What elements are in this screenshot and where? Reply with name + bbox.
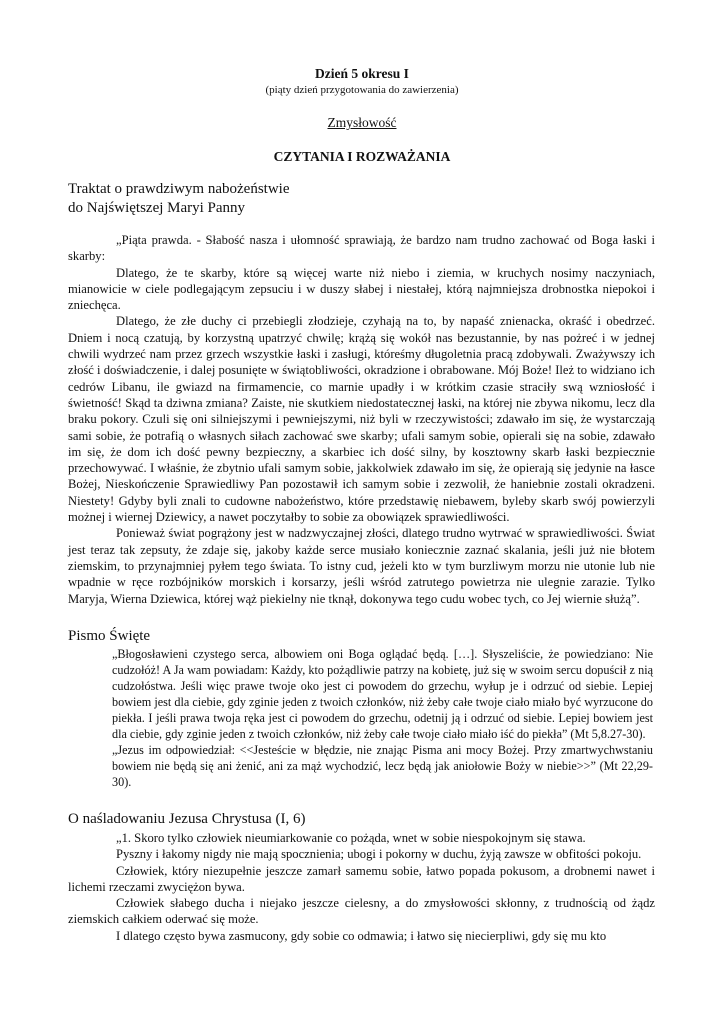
traktat-text — [68, 232, 655, 607]
nasladowanie-paragraph: Człowiek słabego ducha i niejako jeszcze cielesny, a do zmysłowości skłonny, z trudnością od żądz ziemskich całkiem oderwać się może. — [68, 896, 655, 927]
traktat-paragraph: „Piąta prawda. - Słabość nasza i ułomność sprawiają, że bardzo nam trudno zachować od Boga łaski i skarby: — [68, 233, 655, 264]
nasladowanie-text — [68, 830, 655, 944]
traktat-paragraph: Dlatego, że złe duchy ci przebiegli złodzieje, czyhają na to, by napaść znienacka, okraść i obedrzeć. Dniem i nocą czatują, by korzystną upatrzyć chwilę; krążą się wokół nas bezustannie, by nas pożreć i w jednej chwili wydrzeć nam przez grzech wszystkie łaski i zasługi, któreśmy długoletnia pracą zdobywali. Zważywszy ich złość i doświadczenie, i dalej posunięte w świątobliwości, okradzione i obrabowane. Mój Boże! Ileż to widziano ich cedrów Libanu, ile gwiazd na firmamencie, co marnie upadły i w krótkim czasie straciły swą wzniosłość i świetność! Skąd ta dziwna zmiana? Zaiste, nie skutkiem niedostatecznej łaski, na której nie zbywa nikomu, lecz dla braku pokory. Czuli się oni silniejszymi i pewniejszymi, niż byli w rzeczywistości; zdawało im się, że wystarczają sami sobie, że potrafią o własnych siłach zachować swe skarby; ufali samym sobie, opierali się na sobie, zdawało im się, że dom ich dość pewny bezpieczny, a skarbiec ich dość silny, by kosztowny skarb łaski bezpiecznie przechowywać. I właśnie, że zbytnio ufali samym sobie, jakkolwiek zdawało im się, że opierają się jedynie na łasce Bożej, Nieskończenie Sprawiedliwy Pan pozostawił ich samym sobie i zezwolił, że haniebnie zostali okradzeni. Niestety! Gdyby byli znali to cudowne nabożeństwo, które przedstawię niebawem, byleby skarb swój powierzyli możnej i wiernej Dziewicy, a nawet poczytałby to sobie za obowiązek sprawiedliwości. — [68, 314, 655, 525]
page-title: Dzień 5 okresu I — [315, 66, 409, 81]
section-heading: CZYTANIA I ROZWAŻANIA — [273, 149, 451, 164]
nasladowanie-paragraph: Pyszny i łakomy nigdy nie mają spocznienia; ubogi i pokorny w duchu, żyją zawsze w obfitości pokoju. — [116, 847, 642, 862]
nasladowanie-paragraph: I dlatego często bywa zasmucony, gdy sobie co odmawia; i łatwo się niecierpliwi, gdy się mu kto — [116, 928, 607, 943]
traktat-heading-line2: do Najświętszej Maryi Panny — [68, 200, 246, 216]
traktat-paragraph: Ponieważ świat pogrążony jest w nadzwyczajnej złości, dlatego trudno wytrwać w sprawiedliwości. Świat jest teraz tak zepsuty, że zdaje się, jakoby każde serce musiało koniecznie zaznać skalania, jeśli już nie błotem ziemskim, to przynajmniej pyłem tego świata. To istny cud, jeżeli kto w tym burzliwym morzu nie utonie lub nie wpadnie w ręce rozbójników morskich i korsarzy, jeśli wśród zatrutego powietrza nie ulegnie zarazie. Tylko Maryja, Wierna Dziewica, której wąż piekielny nie tknął, dokonywa tego cudu wobec tych, co Jej wiernie służą”. — [68, 526, 655, 606]
pismo-paragraph: „Błogosławieni czystego serca, albowiem oni Boga oglądać będą. […]. Słyszeliście, że powiedziano: Nie cudzołóż! A Ja wam powiadam: Każdy, kto pożądliwie patrzy na kobietę, już się w swoim sercu dopuścił z nią cudzołóstwa. Jeśli więc prawe twoje oko jest ci powodem do grzechu, wyłup je i odrzuć od siebie. Lepiej bowiem jest dla ciebie, gdy zginie jeden z twoich członków, niż żeby całe twoje ciało miało być wyrzucone do piekła. I jeśli prawa twoja ręka jest ci powodem do grzechu, odetnij ją i odrzuć od siebie. Lepiej bowiem jest dla ciebie, gdy zginie jeden z twoich członków, niż żeby całe twoje ciało miało iść do piekła” (Mt 5,8.27-30). — [112, 647, 653, 741]
traktat-heading — [68, 180, 668, 218]
theme-heading: Zmysłowość — [327, 115, 397, 130]
traktat-heading-line1: Traktat o prawdziwym nabożeństwie — [68, 181, 290, 197]
traktat-paragraph: Dlatego, że te skarby, które są więcej warte niż niebo i ziemia, w kruchych nosimy naczyniach, mianowicie w ciele podlegającym zepsuciu i w duszy słabej i niestałej, którą najmniejsza drobnostka niepokoi i zniechęca. — [68, 265, 655, 313]
pismo-paragraph: „Jezus im odpowiedział: <<Jesteście w błędzie, nie znając Pisma ani mocy Bożej. Przy zmartwychwstaniu bowiem nie będą się ani żenić, ani za mąż wychodzić, lecz będą jak aniołowie Boży w niebie>>” (Mt 22,29-30). — [112, 743, 653, 789]
pismo-heading: Pismo Święte — [68, 628, 151, 644]
pismo-text — [112, 646, 653, 790]
nasladowanie-paragraph: „1. Skoro tylko człowiek nieumiarkowanie co pożąda, wnet w sobie niespokojnym się stawa. — [116, 831, 586, 845]
page-subtitle: (piąty dzień przygotowania do zawierzenia) — [265, 84, 459, 96]
nasladowanie-paragraph: Człowiek, który niezupełnie jeszcze zamarł samemu sobie, łatwo popada pokusom, a drobnemi nawet i lichemi rzeczami zwyciężon bywa. — [68, 863, 655, 894]
nasladowanie-heading: O naśladowaniu Jezusa Chrystusa (I, 6) — [68, 811, 306, 827]
